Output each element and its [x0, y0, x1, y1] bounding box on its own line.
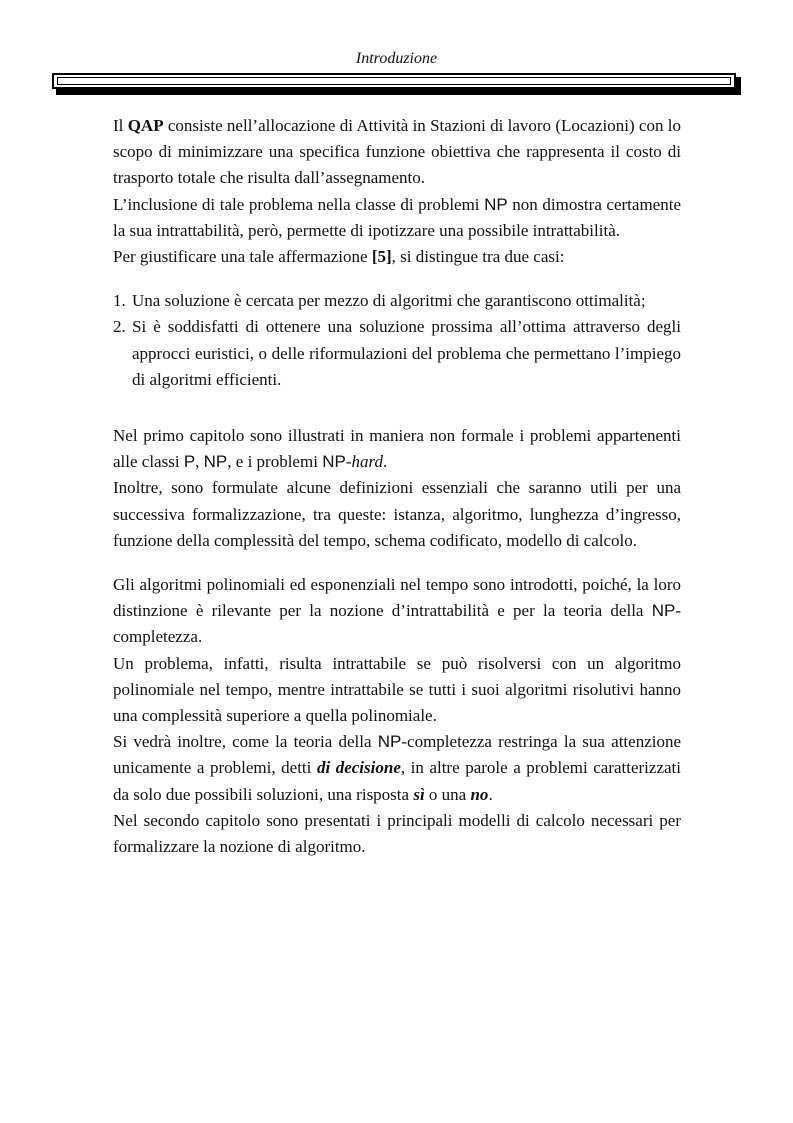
running-head: Introduzione	[355, 50, 438, 67]
citation: [5]	[371, 247, 392, 267]
list-item: 2. Si è soddisfatti di ottenere una soluzione prossima all’ottima attraverso degli approcci euristici, o delle riformulazioni del problema che permettano l’impiego di algoritmi efficienti.	[113, 317, 681, 389]
paragraph-definitions: Inoltre, sono formulate alcune definizioni essenziali che saranno utili per una successiva formalizzazione, tra queste: istanza, algoritmo, lunghezza d’ingresso, funzione della complessità del tempo, schema codificato, modello di calcolo.	[113, 478, 681, 550]
paragraph-cases-intro: Per giustificare una tale affermazione [5], si distingue tra due casi:	[113, 247, 565, 267]
np-term: NP	[322, 452, 346, 472]
qap-term: QAP	[127, 116, 164, 135]
np-term: NP	[484, 194, 508, 214]
header-rule	[52, 73, 742, 95]
no-term: no	[470, 784, 489, 804]
paragraph-qap: Il QAP consiste nell’allocazione di Attività in Stazioni di lavoro (Locazioni) con lo scopo di minimizzare una specifica funzione obiettiva che rappresenta il costo di trasporto totale che risulta dall’assegnamento.	[113, 116, 681, 188]
cases-list	[113, 288, 681, 393]
hard-suffix: -hard	[345, 452, 383, 472]
body-text	[113, 113, 681, 860]
decision-term: di decisione	[316, 758, 401, 778]
np-term: NP	[377, 732, 402, 752]
paragraph-decision: Si vedrà inoltre, come la teoria della NP-completezza restringa la sua attenzione unicamente a problemi, detti di decisione, in altre parole a problemi caratterizzati da solo due possibili soluzioni, una risposta sì o una no.	[113, 732, 682, 804]
paragraph-intractable: Un problema, infatti, risulta intrattabile se può risolversi con un algoritmo polinomiale nel tempo, mentre intrattabile se tutti i suoi algoritmi risolutivi hanno una complessità superiore a quella polinomiale.	[113, 653, 681, 726]
paragraph-second-chapter: Nel secondo capitolo sono presentati i principali modelli di calcolo necessari per formalizzare la nozione di algoritmo.	[113, 810, 681, 857]
p-term: P	[183, 452, 196, 472]
np-term: NP	[651, 601, 676, 621]
paragraph-algorithms: Gli algoritmi polinomiali ed esponenziali nel tempo sono introdotti, poiché, la loro distinzione è rilevante per la nozione d’intrattabilità e per la teoria della NP-completezza.	[113, 575, 681, 647]
paragraph-first-chapter: Nel primo capitolo sono illustrati in maniera non formale i problemi appartenenti alle classi P, NP, e i problemi NP-hard.	[113, 426, 681, 472]
paragraph-np-inclusion: L’inclusione di tale problema nella classe di problemi NP non dimostra certamente la sua intrattabilità, però, permette di ipotizzare una possibile intrattabilità.	[113, 194, 681, 240]
yes-term: sì	[413, 784, 425, 804]
list-item: 1. Una soluzione è cercata per mezzo di algoritmi che garantiscono ottimalità;	[113, 291, 646, 311]
np-term: NP	[203, 452, 228, 472]
